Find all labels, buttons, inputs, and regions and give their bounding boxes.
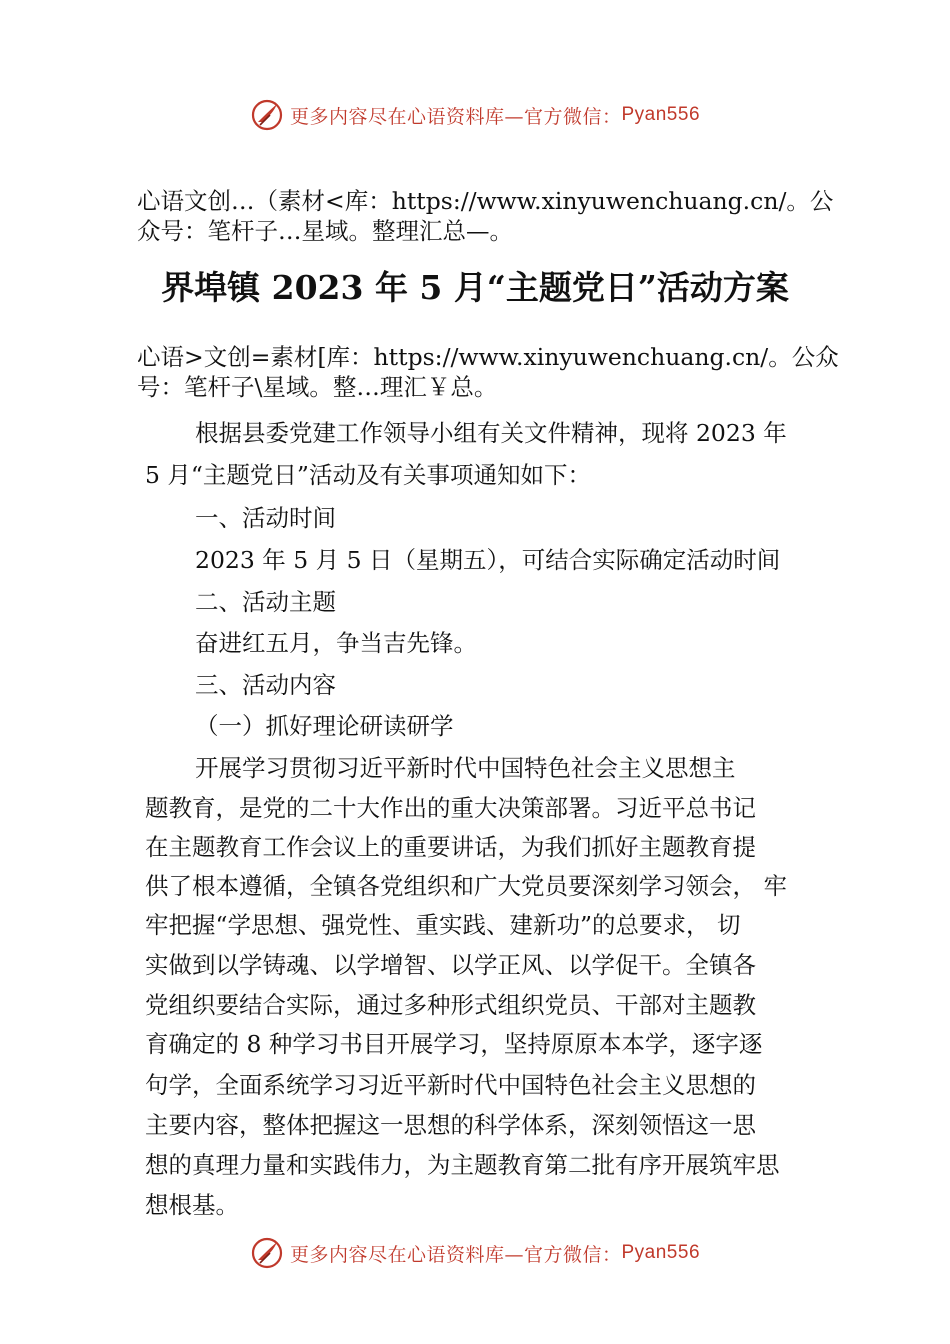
body-line: 实做到以学铸魂、以学增智、以学正风、以学促干。全镇各 bbox=[145, 951, 756, 979]
quill-logo-icon bbox=[250, 98, 284, 132]
body-line: 牢把握“学思想、强党性、重实践、建新功”的总要求， 切 bbox=[145, 911, 741, 939]
body-line: 题教育，是党的二十大作出的重大决策部署。习近平总书记 bbox=[145, 794, 756, 822]
banner-wechat-id: Pyan556 bbox=[621, 104, 701, 125]
body-line: 开展学习贯彻习近平新时代中国特色社会主义思想主 bbox=[195, 754, 736, 782]
banner-wechat-id: Pyan556 bbox=[621, 1242, 701, 1263]
section-content-time: 2023 年 5 月 5 日（星期五），可结合实际确定活动时间 bbox=[195, 546, 781, 574]
body-line: 想根基。 bbox=[145, 1191, 239, 1219]
section-heading-time: 一、活动时间 bbox=[195, 504, 336, 532]
intro-line: 5 月“主题党日”活动及有关事项通知如下： bbox=[145, 461, 591, 489]
section-content-theme: 奋进红五月，争当吉先锋。 bbox=[195, 629, 477, 657]
watermark-line: 心语文创…（素材<库：https://www.xinyuwenchuang.cn/。公 bbox=[137, 187, 834, 215]
watermark-line: 心语>文创=素材[库：https://www.xinyuwenchuang.cn/。公众 bbox=[137, 343, 839, 371]
body-line: 主要内容，整体把握这一思想的科学体系，深刻领悟这一思 bbox=[145, 1111, 756, 1139]
banner-promo-text: 更多内容尽在心语资料库—官方微信： bbox=[289, 1243, 622, 1266]
body-line: 育确定的 8 种学习书目开展学习，坚持原原本本学，逐字逐 bbox=[145, 1030, 763, 1058]
body-line: 党组织要结合实际，通过多种形式组织党员、干部对主题教 bbox=[145, 991, 756, 1019]
section-heading-theme: 二、活动主题 bbox=[195, 588, 336, 616]
footer-banner bbox=[0, 1233, 950, 1273]
watermark-line: 号：笔杆子\星域。整…理汇￥总。 bbox=[137, 373, 498, 401]
quill-logo-icon bbox=[250, 1236, 284, 1270]
document-title: 界埠镇 2023 年 5 月“主题党日”活动方案 bbox=[161, 268, 789, 307]
body-line: 供了根本遵循，全镇各党组织和广大党员要深刻学习领会， 牢 bbox=[145, 872, 787, 900]
intro-line: 根据县委党建工作领导小组有关文件精神，现将 2023 年 bbox=[195, 419, 787, 447]
body-line: 句学，全面系统学习习近平新时代中国特色社会主义思想的 bbox=[145, 1071, 756, 1099]
watermark-line: 众号：笔杆子…星域。整理汇总—。 bbox=[137, 217, 513, 245]
section-heading-content: 三、活动内容 bbox=[195, 671, 336, 699]
body-line: 想的真理力量和实践伟力，为主题教育第二批有序开展筑牢思 bbox=[145, 1151, 780, 1179]
banner-promo-text: 更多内容尽在心语资料库—官方微信： bbox=[289, 105, 622, 128]
subsection-heading: （一）抓好理论研读研学 bbox=[195, 712, 454, 740]
header-banner bbox=[0, 95, 950, 135]
body-line: 在主题教育工作会议上的重要讲话，为我们抓好主题教育提 bbox=[145, 833, 756, 861]
